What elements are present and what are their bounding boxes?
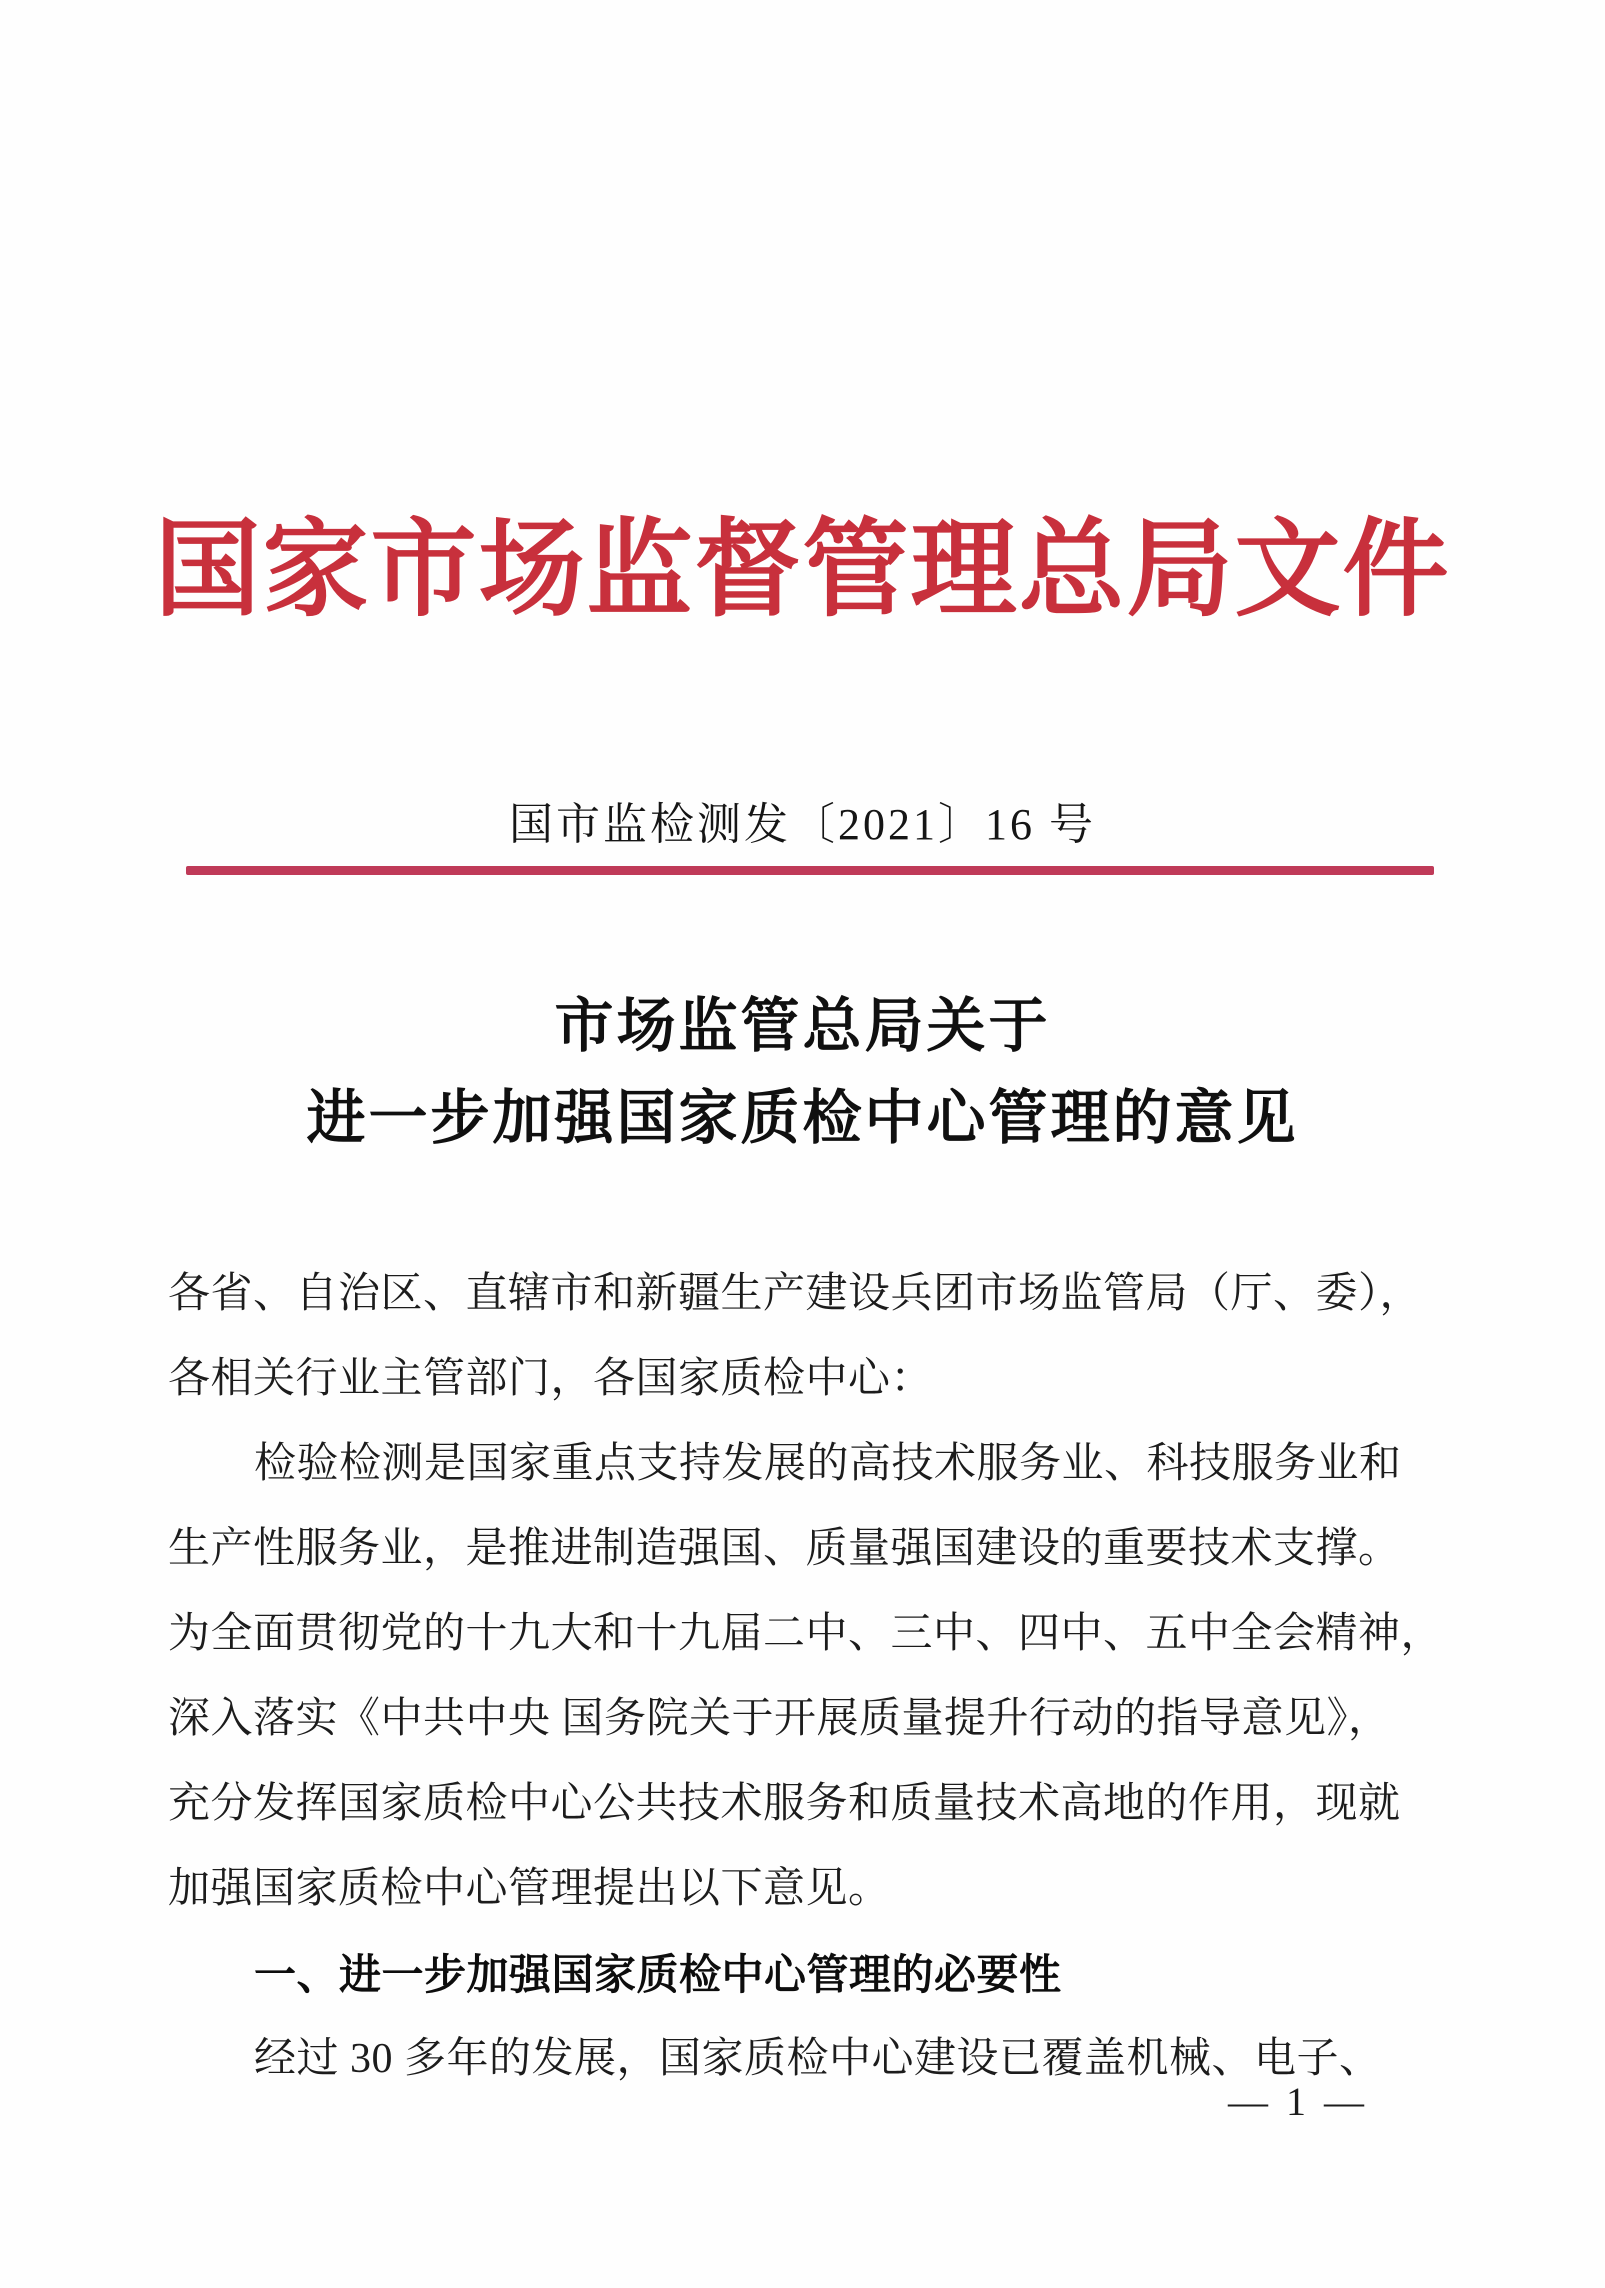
- body-line: 经过 30 多年的发展，国家质检中心建设已覆盖机械、电子、: [254, 2036, 1382, 2082]
- body-line: 各省、自治区、直辖市和新疆生产建设兵团市场监管局（厅、委），: [168, 1271, 1423, 1317]
- page-number: — 1 —: [1228, 2079, 1368, 2124]
- body-line: 充分发挥国家质检中心公共技术服务和质量技术高地的作用，现就: [168, 1781, 1401, 1827]
- body-line: 检验检测是国家重点支持发展的高技术服务业、科技服务业和: [254, 1441, 1402, 1487]
- body-line: 为全面贯彻党的十九大和十九届二中、三中、四中、五中全会精神，: [168, 1611, 1444, 1657]
- body-line: 加强国家质检中心管理提出以下意见。: [168, 1866, 891, 1912]
- document-title-line1: 市场监管总局关于: [554, 993, 1051, 1059]
- body-line: 各相关行业主管部门，各国家质检中心：: [168, 1356, 934, 1402]
- body-line: 生产性服务业，是推进制造强国、质量强国建设的重要技术支撑。: [168, 1526, 1401, 1572]
- letterhead-title: 国家市场监督管理总局文件: [154, 512, 1451, 629]
- document-number: 国市监检测发〔2021〕16 号: [509, 800, 1096, 849]
- red-divider: [186, 866, 1434, 875]
- body-text: [168, 1252, 1453, 2102]
- body-line: 深入落实《中共中央 国务院关于开展质量提升行动的指导意见》，: [168, 1696, 1391, 1742]
- document-title-line2: 进一步加强国家质检中心管理的意见: [306, 1085, 1299, 1151]
- document-title: [0, 980, 1605, 1164]
- section-heading: 一、进一步加强国家质检中心管理的必要性: [254, 1951, 1062, 1998]
